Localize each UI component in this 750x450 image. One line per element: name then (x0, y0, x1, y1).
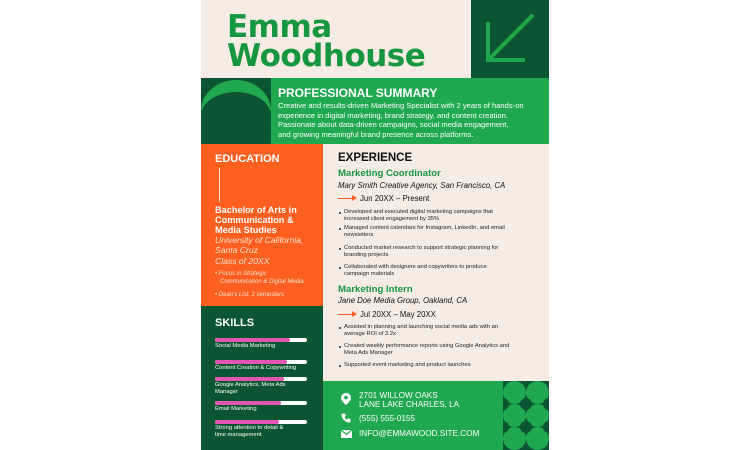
education-university: University of California, Santa Cruz (215, 235, 304, 255)
skill-label: Google Analytics, Meta Ads Manager (215, 382, 286, 395)
skill-bar-fill (215, 401, 281, 405)
job-title: Marketing Coordinator (338, 168, 441, 179)
contact-email: INFO@EMMAWOOD.SITE.COM (359, 429, 480, 438)
skill-bar (215, 420, 307, 424)
skill-label: Email Marketing (215, 406, 257, 412)
name-last: Woodhouse (227, 38, 426, 74)
arrow-head (352, 195, 357, 201)
skill-bar (215, 401, 307, 405)
skill-bar (215, 338, 307, 342)
skill-bar-fill (215, 377, 284, 381)
skill-label: Strong attention to detail & time management (215, 425, 284, 438)
arrow-head (352, 311, 357, 317)
skill-bar-fill (215, 420, 279, 424)
contact-phone: (555) 555-0155 (359, 414, 415, 423)
arrow-down-left-icon (471, 0, 549, 78)
bullet-dot (339, 267, 341, 269)
skill-bar-fill (215, 338, 290, 342)
job-company: Mary Smith Creative Agency, San Francisco, CA (338, 181, 506, 190)
education-divider (219, 168, 220, 202)
bullet-dot (339, 346, 341, 348)
skill-label: Content Creation & Copywriting (215, 365, 297, 371)
semicircle-decoration (201, 78, 271, 144)
job-dates: Jul 20XX – May 20XX (360, 310, 436, 319)
job-title: Marketing Intern (338, 284, 413, 295)
education-focus: • Focus in Strategic Communication & Digital Media (215, 271, 304, 285)
bullet-dot (339, 365, 341, 367)
skill-bar-fill (215, 360, 287, 364)
contact-address: 2701 WILLOW OAKS LANE LAKE CHARLES, LA (359, 391, 460, 409)
arrow-right-icon (338, 198, 353, 199)
circle-pattern-decoration (503, 381, 549, 450)
phone-icon (341, 413, 351, 423)
email-icon (341, 430, 352, 438)
education-title: EDUCATION (215, 153, 280, 165)
skill-bar (215, 377, 307, 381)
bullet-dot (339, 212, 341, 214)
bullet-dot (339, 327, 341, 329)
education-class: Class of 20XX (215, 256, 270, 266)
education-degree: Bachelor of Arts in Communication & Media Studies (215, 205, 297, 235)
skills-title: SKILLS (215, 317, 255, 329)
name-first: Emma (227, 9, 332, 45)
skill-bar (215, 360, 307, 364)
bullet-dot (339, 248, 341, 250)
location-pin-icon (341, 393, 351, 405)
skill-label: Social Media Marketing (215, 343, 276, 349)
resume-page: Emma Woodhouse PROFESSIONAL SUMMARY Creative and results-driven Marketing Specialist with 2 years of hands-on experience in digital marketing, brand strategy, and content creation. Passionate about data-driven campaigns, social media engagement, and growing meaningful brand presence across platforms. EDUCATION Bachelor of Arts in Communication & Media Studies University of California, Santa Cruz Class of 20XX • Focus in Strategic Communication & Digital Media • Dean's List, 2 semesters SKILLS Social Media Marketing Content Creation & Copywriting Google Analytics, Meta Ads Manager Email Marketing Strong attention to detail & time management EXPERIENCE Marketing Coordinator Mary Smith Creative Agency, San Francisco, CA Jun 20XX – Present Developed and executed digital marketing campaigns that increased client engagement by 35% Managed content calendars for Instagram, LinkedIn, and email newsletters Conducted market research to support strategic planning for branding projects Collaborated with designers and copywriters to produce campaign materials Marketing Intern Jane Doe Media Group, Oakland, CA Jul 20XX – May 20XX Assisted in planning and launching social media ads with an average ROI of 3.2x Created weekly performance reports using Google Analytics and Meta Ads Manager Supported event marketing and product launches 2701 WILLOW OAKS LANE LAKE CHARLES, LA (555) 555-0155 INFO@EMMAWOOD.SITE.COM (201, 0, 549, 450)
education-deans-list: • Dean's List, 2 semesters (215, 292, 285, 298)
summary-title: PROFESSIONAL SUMMARY (278, 86, 438, 100)
job-dates: Jun 20XX – Present (360, 194, 430, 203)
corner-arrow-block (471, 0, 549, 78)
job-company: Jane Doe Media Group, Oakland, CA (338, 296, 468, 305)
experience-title: EXPERIENCE (338, 152, 413, 164)
arrow-right-icon (338, 314, 353, 315)
bullet-dot (339, 228, 341, 230)
summary-text: Creative and results-driven Marketing Specialist with 2 years of hands-on experience in digital marketing, brand strategy, and content creation. Passionate about data-driven campaigns, social media engagement, and growing meaningful brand presence across platforms. (278, 101, 524, 139)
